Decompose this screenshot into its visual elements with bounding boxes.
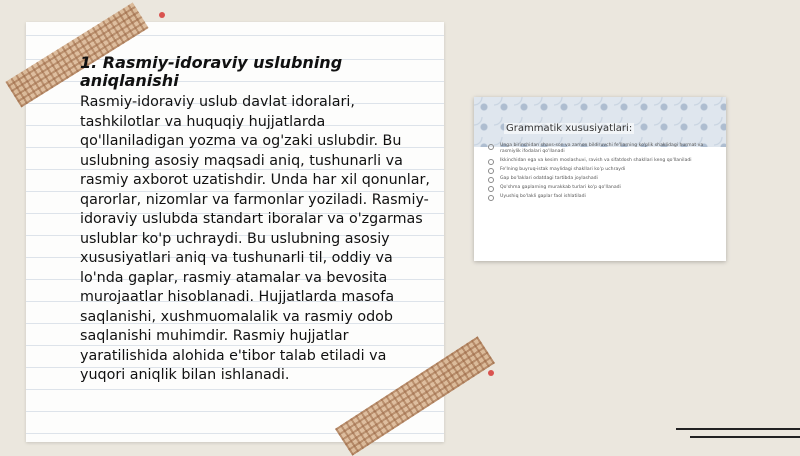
slide-bullet: Unga birinchidan shaxs-son va zamon bildiruvchi fe'llarning ko'plik shaklidagi hurmat va rasmiylik ifodalari qo'llanadi [488,143,718,155]
slide-bullet: Ikkinchidan ega va kesim moslashuvi, ravish va sifatdosh shakllari keng qo'llaniladi [488,158,718,164]
slide-bullet: Qo'shma gaplarning murakkab turlari ko'p qo'llanadi [488,185,718,191]
decorative-rule [676,428,800,430]
pin-dot-top [159,12,165,18]
slide-bullet-list [488,143,718,203]
pin-dot-bottom [488,370,494,376]
body-paragraph: Rasmiy-idoraviy uslub davlat idoralari, tashkilotlar va huquqiy hujjatlarda qo'llaniladigan yozma va og'zaki uslubdir. Bu uslubning asosiy maqsadi aniq, tushunarli va rasmiy axborot uzatishdir. Unda har xil qonunlar, qarorlar, nizomlar va farmonlar yoziladi. Rasmiy-idoraviy uslubda standart iboralar va o'zgarmas uslublar ko'p uchraydi. Bu uslubning asosiy xususiyatlari aniq va tushunarli til, oddiy va lo'nda gaplar, rasmiy atamalar va bevosita murojaatlar hisoblanadi. Hujjatlarda masofa saqlanishi, xushmuomalalik va rasmiy odob saqlanishi muhimdir. Rasmiy hujjatlar yaratilishida alohida e'tibor talab etiladi va yuqori aniqlik bilan ishlanadi. [80,94,430,383]
slide-heading: 1. Rasmiy-idoraviy uslubning aniqlanishi [80,53,343,90]
slide-image-title: Grammatik xususiyatlari: [506,123,633,134]
slide-bullet: Fe'lning buyruq-istak maylidagi shakllari ko'p uchraydi [488,167,718,173]
slide-bullet: Uyushiq bo'lakli gaplar faol ishlatiladi [488,194,718,200]
embedded-slide-image [474,97,726,261]
decorative-rule [690,436,800,438]
slide-bullet: Gap bo'laklari odatdagi tartibda joylashadi [488,176,718,182]
slide-pattern-banner [474,97,726,147]
